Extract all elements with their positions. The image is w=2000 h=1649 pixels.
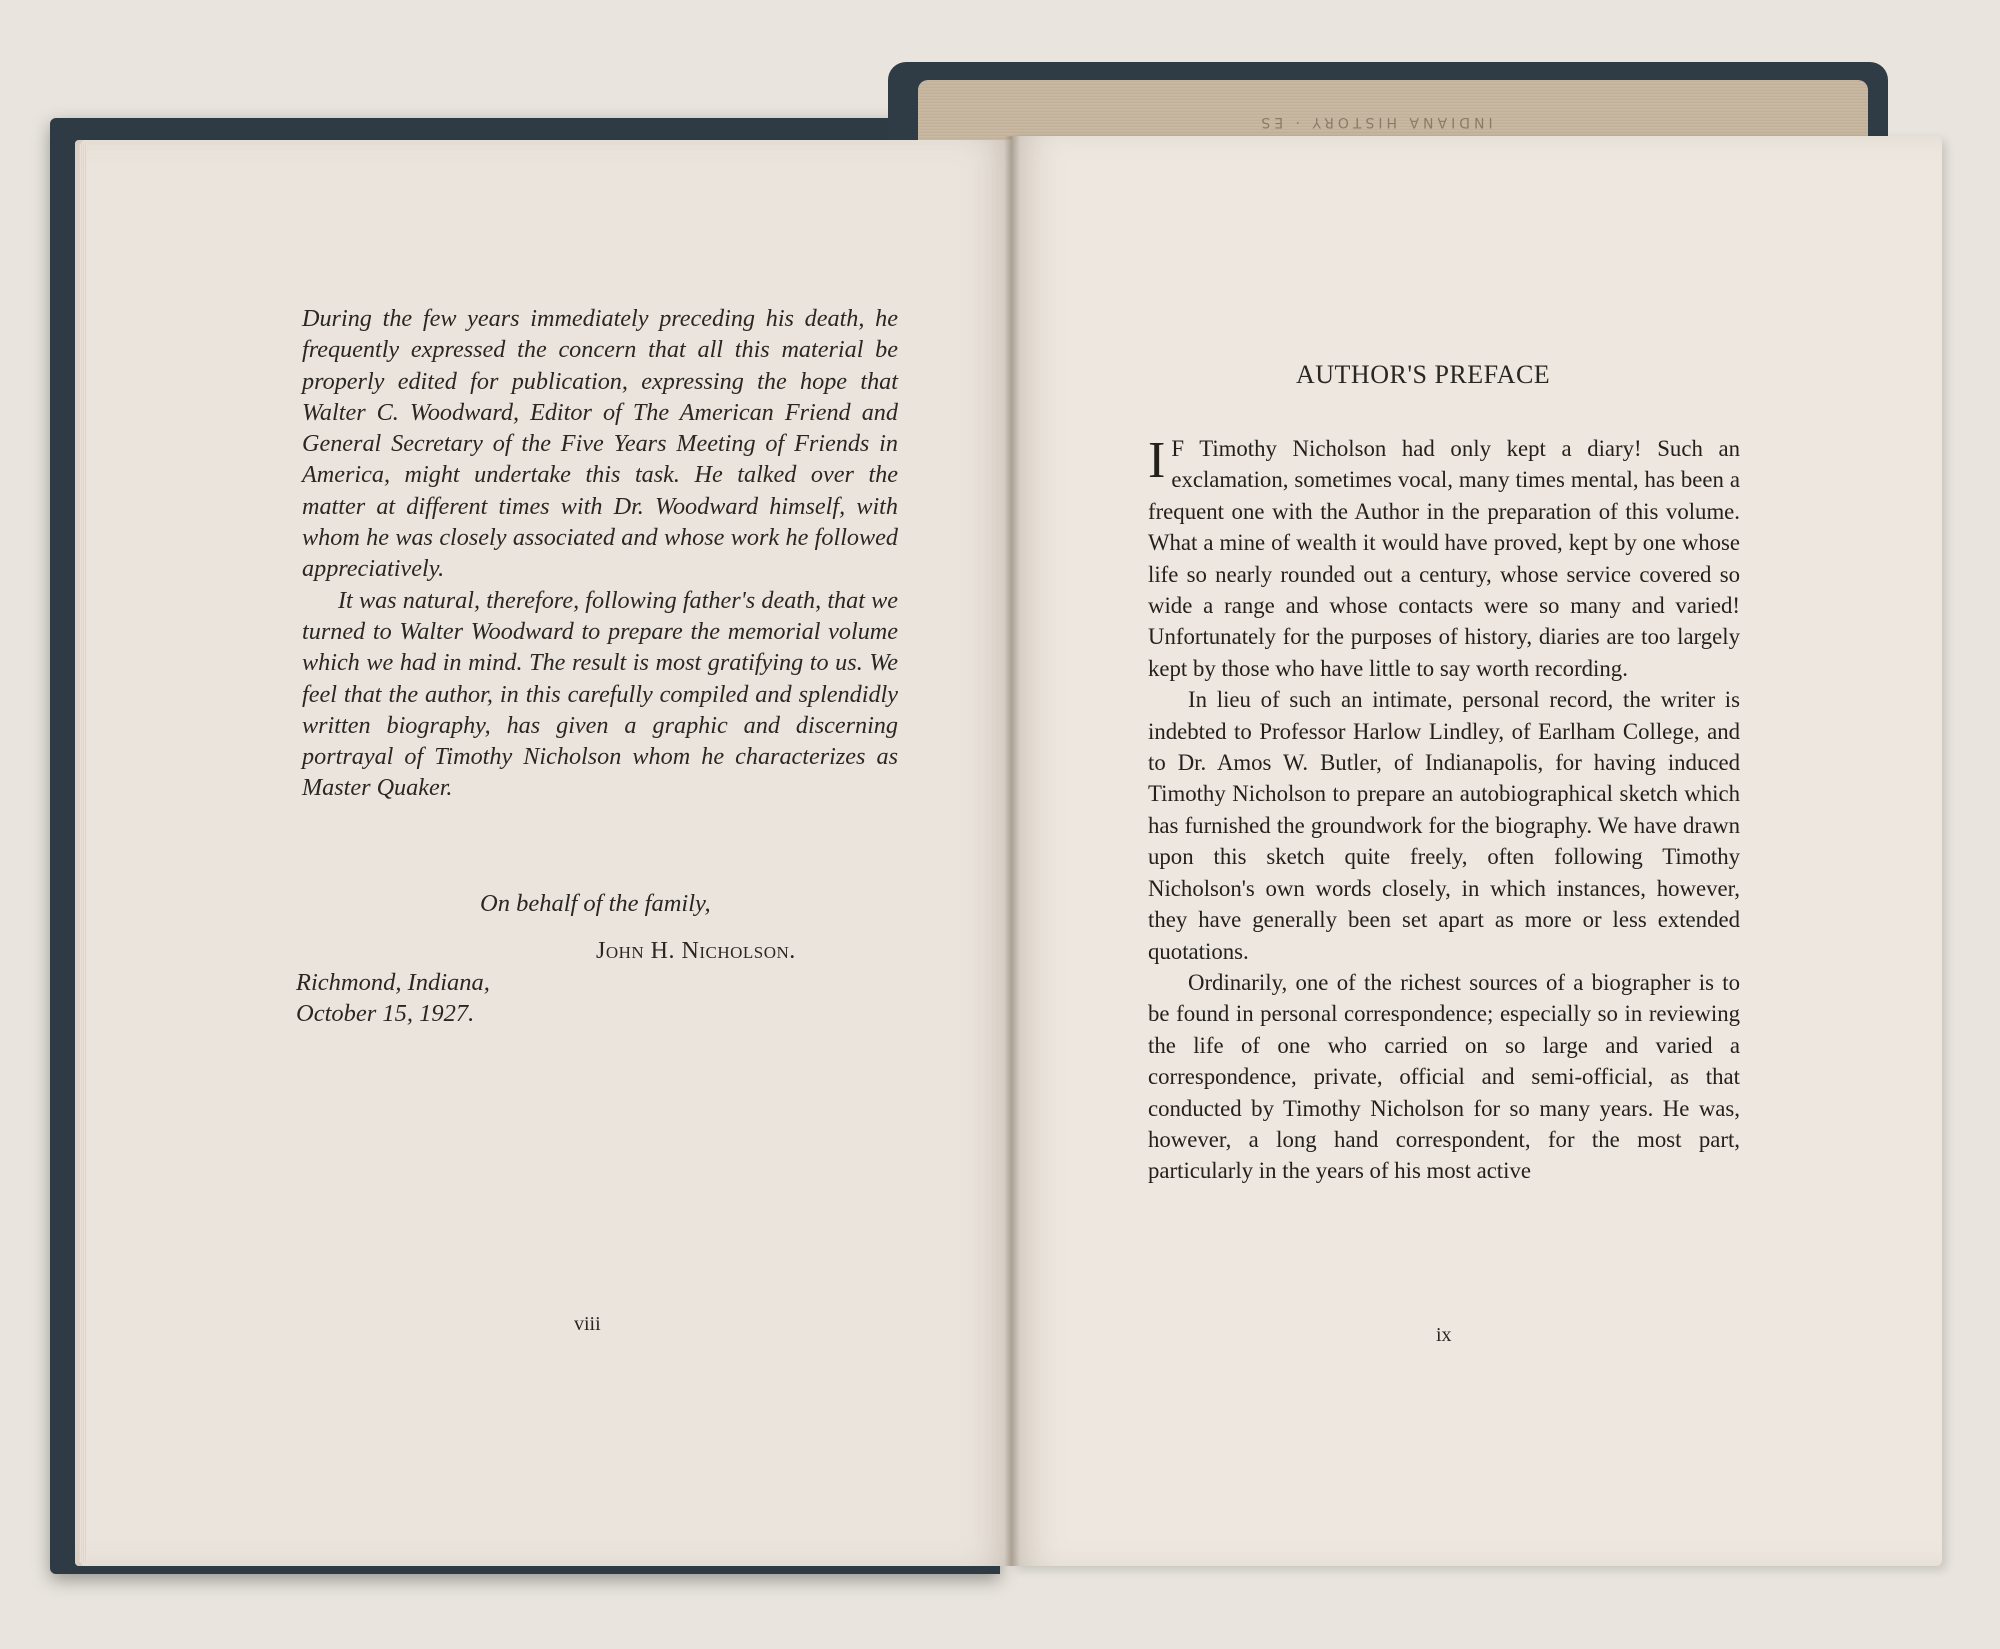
left-paragraph-2: It was natural, therefore, following father's death, that we turned to Walter Woodward to prepare the memorial volume which we had in mind. The result is most gratifying to us. We feel that the author, in this carefully compiled and splendidly written biography, has given a graphic and discerning portrayal of Timothy Nicholson whom he characterizes as Master Quaker. [302,586,898,802]
right-paragraph-2: In lieu of such an intimate, personal record, the writer is indebted to Professor Harlow Lindley, of Earlham College, and to Dr. Amos W. Butler, of Indianapolis, for having induced Timothy Nicholson to prepare an autobiographical sketch which has furnished the groundwork for the biography. We have drawn upon this sketch quite freely, often following Timothy Nicholson's own words closely, in which instances, however, they have generally been set apart as more or less extended quotations. [1148,687,1740,964]
date-line: October 15, 1927. [296,1000,475,1027]
section-heading: AUTHOR'S PREFACE [1296,360,1551,389]
right-paragraph-1-text: F Timothy Nicholson had only kept a diary! Such an exclamation, sometimes vocal, many times mental, has been a frequent one with the Author in the preparation of this volume. What a mine of wealth it would have proved, kept by one whose life so nearly rounded out a century, whose service covered so wide a range and whose contacts were so many and varied! Unfortunately for the purposes of history, diaries are too largely kept by those who have little to say worth recording. [1148,436,1740,681]
right-paragraph-1 [1148,433,1740,684]
drop-cap: I [1148,432,1166,489]
signer-name: John H. Nicholson. [596,938,796,964]
right-paragraph-3: Ordinarily, one of the richest sources of a biographer is to be found in personal correspondence; especially so in reviewing the life of one who carried on so large and varied a correspondence, private, official and semi-official, as that conducted by Timothy Nicholson for so many years. He was, however, a long hand correspondent, for the most part, particularly in the years of his most active [1148,969,1740,1184]
gutter [1004,136,1020,1566]
place-line: Richmond, Indiana, [296,969,490,996]
place-date [296,967,490,1029]
left-page-body [302,303,898,804]
right-page-body [1148,433,1740,1187]
left-paragraph-1: During the few years immediately preceding his death, he frequently expressed the concern that all this material be properly edited for publication, expressing the hope that Walter C. Woodward, Editor of The American Friend and General Secretary of the Five Years Meeting of Friends in America, might undertake this task. He talked over the matter at different times with Dr. Woodward himself, with whom he was closely associated and whose work he followed appreciatively. [302,305,898,583]
page-number-right: ix [1436,1324,1452,1346]
signoff: On behalf of the family, [480,890,711,917]
edge-stamp: INDIANA HISTORY · ES [1257,114,1493,130]
page-number-left: viii [574,1313,601,1335]
